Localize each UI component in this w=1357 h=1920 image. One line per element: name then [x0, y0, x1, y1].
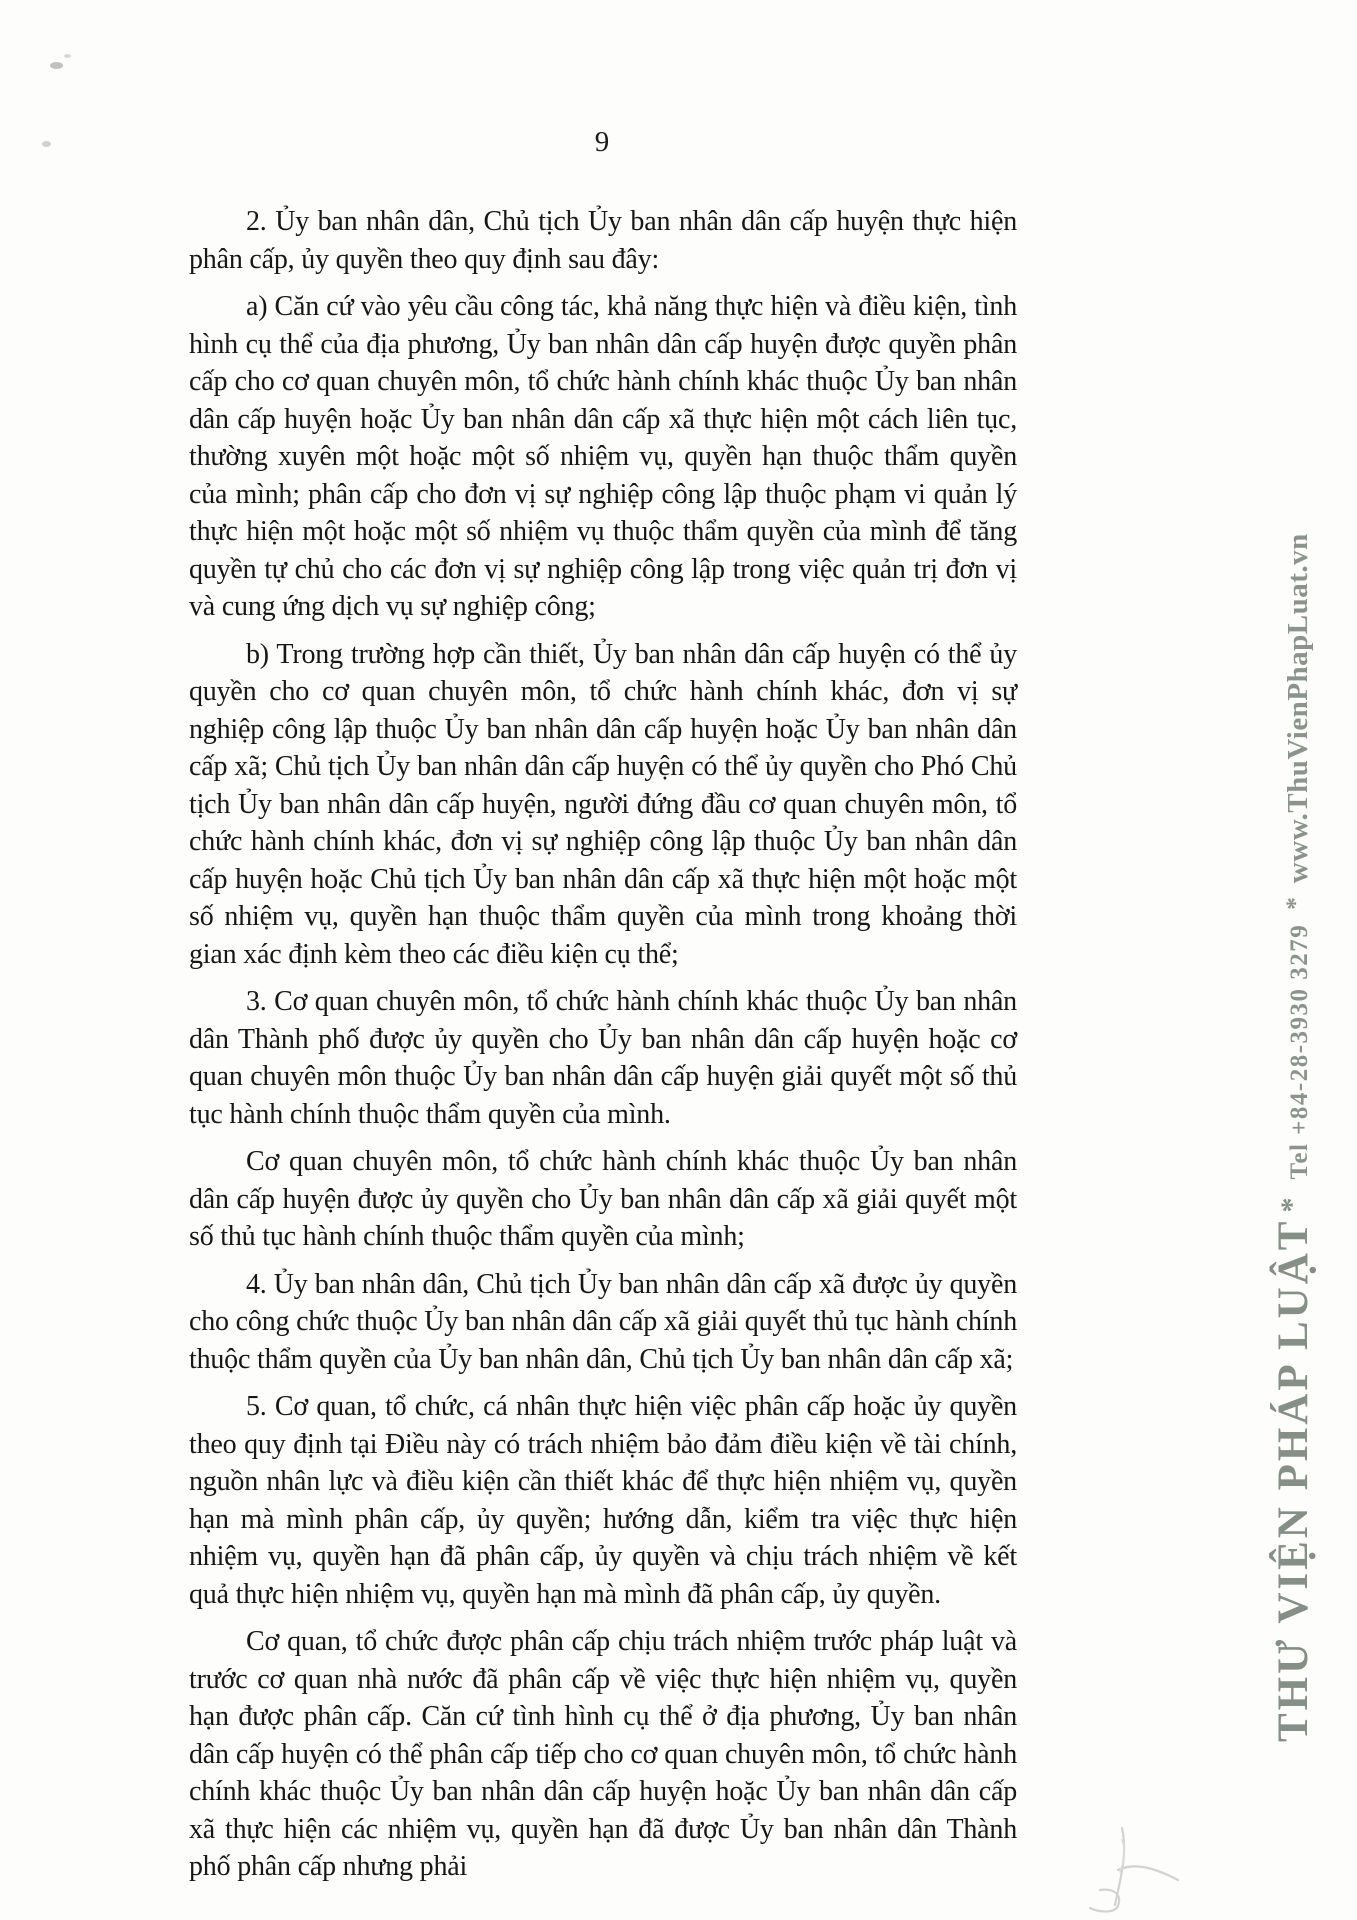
scan-speck	[42, 141, 51, 147]
pencil-scribble-decoration	[1060, 1810, 1240, 1920]
document-body	[189, 203, 1017, 1896]
paragraph: Cơ quan, tổ chức được phân cấp chịu trách nhiệm trước pháp luật và trước cơ quan nhà nước đã phân cấp về việc thực hiện nhiệm vụ, quyền hạn được phân cấp. Căn cứ tình hình cụ thể ở địa phương, Ủy ban nhân dân cấp huyện có thể phân cấp tiếp cho cơ quan chuyên môn, tổ chức hành chính khác thuộc Ủy ban nhân dân cấp huyện hoặc Ủy ban nhân dân cấp xã thực hiện các nhiệm vụ, quyền hạn đã được Ủy ban nhân dân Thành phố phân cấp nhưng phải	[189, 1626, 1017, 1882]
watermark-telephone: Tel +84-28-3930 3279	[1286, 923, 1313, 1180]
scan-speck	[50, 62, 63, 69]
paragraph: 5. Cơ quan, tổ chức, cá nhân thực hiện việc phân cấp hoặc ủy quyền theo quy định tại Điều này có trách nhiệm bảo đảm điều kiện về tài chính, nguồn nhân lực và điều kiện cần thiết khác để thực hiện nhiệm vụ, quyền hạn mà mình phân cấp, ủy quyền; hướng dẫn, kiểm tra việc thực hiện nhiệm vụ, quyền hạn đã phân cấp, ủy quyền và chịu trách nhiệm về kết quả thực hiện nhiệm vụ, quyền hạn mà mình đã phân cấp, ủy quyền.	[189, 1391, 1017, 1610]
page-number: 9	[594, 126, 610, 158]
paragraph: a) Căn cứ vào yêu cầu công tác, khả năng thực hiện và điều kiện, tình hình cụ thể của địa phương, Ủy ban nhân dân cấp huyện được quyền phân cấp cho cơ quan chuyên môn, tổ chức hành chính khác thuộc Ủy ban nhân dân cấp huyện hoặc Ủy ban nhân dân cấp xã thực hiện một cách liên tục, thường xuyên một hoặc một số nhiệm vụ, quyền hạn thuộc thẩm quyền của mình; phân cấp cho đơn vị sự nghiệp công lập thuộc phạm vi quản lý thực hiện một hoặc một số nhiệm vụ thuộc thẩm quyền của mình để tăng quyền tự chủ cho các đơn vị sự nghiệp công lập trong việc quản trị đơn vị và cung ứng dịch vụ sự nghiệp công;	[189, 291, 1017, 622]
watermark-asterisk: *	[1275, 1197, 1308, 1213]
watermark-asterisk: *	[1282, 897, 1309, 910]
paragraph: 3. Cơ quan chuyên môn, tổ chức hành chính khác thuộc Ủy ban nhân dân Thành phố được ủy quyền cho Ủy ban nhân dân cấp huyện hoặc cơ quan chuyên môn thuộc Ủy ban nhân dân cấp huyện giải quyết một số thủ tục hành chính thuộc thẩm quyền của mình.	[189, 986, 1017, 1130]
watermark	[1262, 282, 1328, 1742]
watermark-brand-text: THƯ VIỆN PHÁP LUẬT	[1270, 1218, 1317, 1742]
paragraph: Cơ quan chuyên môn, tổ chức hành chính khác thuộc Ủy ban nhân dân cấp huyện được ủy quyền cho Ủy ban nhân dân cấp xã giải quyết một số thủ tục hành chính thuộc thẩm quyền của mình;	[189, 1146, 1017, 1252]
scan-speck	[64, 54, 71, 58]
watermark-website: www.ThuVienPhapLuat.vn	[1282, 533, 1314, 884]
paragraph: 2. Ủy ban nhân dân, Chủ tịch Ủy ban nhân dân cấp huyện thực hiện phân cấp, ủy quyền theo quy định sau đây:	[189, 206, 1017, 275]
paragraph: b) Trong trường hợp cần thiết, Ủy ban nhân dân cấp huyện có thể ủy quyền cho cơ quan chuyên môn, tổ chức hành chính khác, đơn vị sự nghiệp công lập thuộc Ủy ban nhân dân cấp huyện hoặc Ủy ban nhân dân cấp xã; Chủ tịch Ủy ban nhân dân cấp huyện có thể ủy quyền cho Phó Chủ tịch Ủy ban nhân dân cấp huyện, người đứng đầu cơ quan chuyên môn, tổ chức hành chính khác, đơn vị sự nghiệp công lập thuộc Ủy ban nhân dân cấp huyện hoặc Chủ tịch Ủy ban nhân dân cấp xã thực hiện một hoặc một số nhiệm vụ, quyền hạn thuộc thẩm quyền của mình trong khoảng thời gian xác định kèm theo các điều kiện cụ thể;	[189, 638, 1017, 970]
paragraph: 4. Ủy ban nhân dân, Chủ tịch Ủy ban nhân dân cấp xã được ủy quyền cho công chức thuộc Ủy ban nhân dân cấp xã giải quyết thủ tục hành chính thuộc thẩm quyền của Ủy ban nhân dân, Chủ tịch Ủy ban nhân dân cấp xã;	[189, 1268, 1017, 1375]
